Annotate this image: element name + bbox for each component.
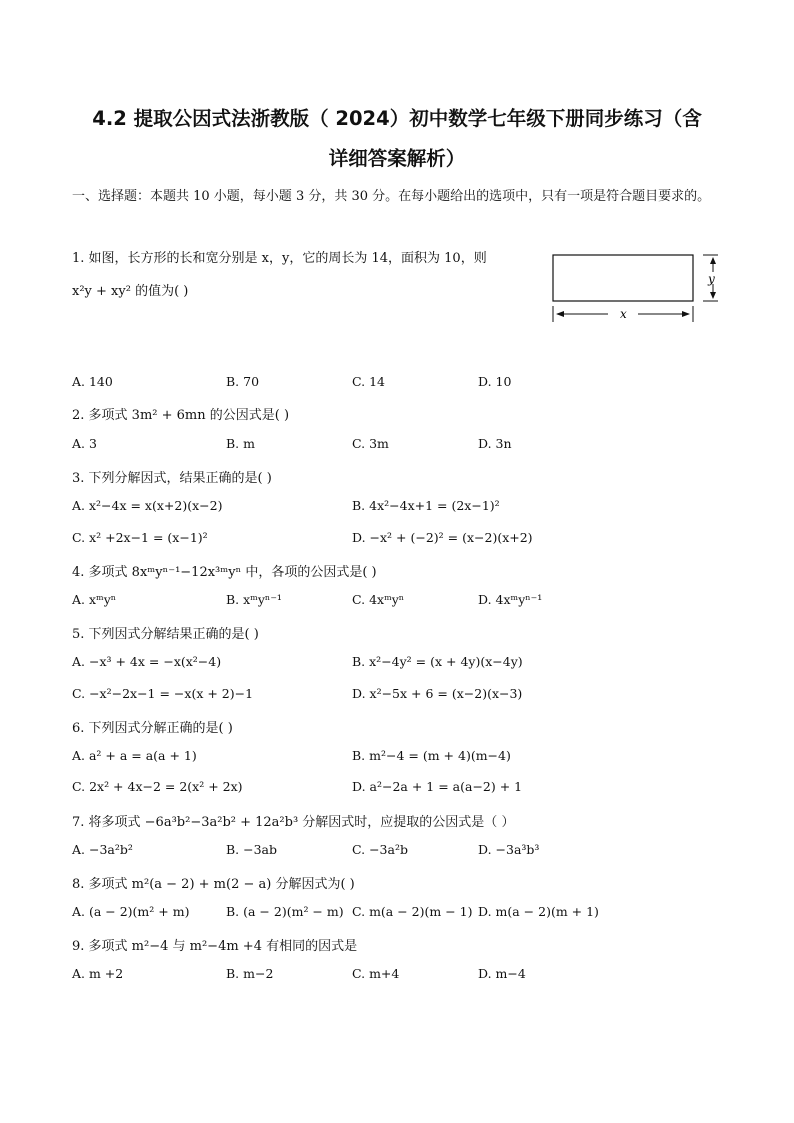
q6-option-d: D. a²−2a + 1 = a(a−2) + 1 xyxy=(352,779,523,794)
q6-stem: 6. 下列因式分解正确的是( ) xyxy=(72,721,233,736)
q4-option-c: C. 4xᵐyⁿ xyxy=(352,592,405,607)
q6-option-b: B. m²−4 = (m + 4)(m−4) xyxy=(352,748,511,763)
q4-option-a: A. xᵐyⁿ xyxy=(72,592,117,607)
q8-option-c: C. m(a − 2)(m − 1) xyxy=(352,904,473,919)
document-title-line-2: 详细答案解析） xyxy=(328,147,466,170)
q5-option-b: B. x²−4y² = (x + 4y)(x−4y) xyxy=(352,654,523,669)
q1-option-a: A. 140 xyxy=(72,374,113,389)
q9-option-a: A. m +2 xyxy=(72,966,124,981)
q2-option-a: A. 3 xyxy=(72,436,97,451)
q2-option-d: D. 3n xyxy=(478,436,512,451)
q1-option-c: C. 14 xyxy=(352,374,385,389)
q3-option-c: C. x² +2x−1 = (x−1)² xyxy=(72,530,208,545)
q3-stem: 3. 下列分解因式，结果正确的是( ) xyxy=(72,471,272,486)
q9-stem: 9. 多项式 m²−4 与 m²−4m +4 有相同的因式是 xyxy=(72,939,358,954)
q1-stem-line2: x²y + xy² 的值为( ) xyxy=(72,284,189,299)
q8-stem: 8. 多项式 m²(a − 2) + m(2 − a) 分解因式为( ) xyxy=(72,877,355,892)
q7-option-a: A. −3a²b² xyxy=(72,842,133,857)
q8-option-d: D. m(a − 2)(m + 1) xyxy=(478,904,599,919)
q6-option-c: C. 2x² + 4x−2 = 2(x² + 2x) xyxy=(72,779,243,794)
figure-label-y: y xyxy=(708,272,715,286)
rectangle-figure xyxy=(548,250,728,330)
q7-stem: 7. 将多项式 −6a³b²−3a²b² + 12a²b³ 分解因式时，应提取的公因式是（ ） xyxy=(72,815,515,830)
q8-option-b: B. (a − 2)(m² − m) xyxy=(226,904,344,919)
q3-option-a: A. x²−4x = x(x+2)(x−2) xyxy=(72,498,223,513)
q4-stem: 4. 多项式 8xᵐyⁿ⁻¹−12x³ᵐyⁿ 中，各项的公因式是( ) xyxy=(72,565,377,580)
q5-option-d: D. x²−5x + 6 = (x−2)(x−3) xyxy=(352,686,523,701)
q7-option-c: C. −3a²b xyxy=(352,842,408,857)
q6-option-a: A. a² + a = a(a + 1) xyxy=(72,748,197,763)
q7-option-d: D. −3a³b³ xyxy=(478,842,540,857)
q1-stem-line1: 1. 如图，长方形的长和宽分别是 x，y，它的周长为 14，面积为 10，则 xyxy=(72,251,487,266)
document-title-line-1: 4.2 提取公因式法浙教版（ 2024）初中数学七年级下册同步练习（含 xyxy=(92,107,702,130)
q2-stem: 2. 多项式 3m² + 6mn 的公因式是( ) xyxy=(72,408,290,423)
q9-option-d: D. m−4 xyxy=(478,966,526,981)
section-intro: 一、选择题：本题共 10 小题，每小题 3 分，共 30 分。在每小题给出的选项中，只有一项是符合题目要求的。 xyxy=(72,189,711,204)
q9-option-b: B. m−2 xyxy=(226,966,274,981)
q9-option-c: C. m+4 xyxy=(352,966,400,981)
q1-option-d: D. 10 xyxy=(478,374,512,389)
q7-option-b: B. −3ab xyxy=(226,842,278,857)
q4-option-b: B. xᵐyⁿ⁻¹ xyxy=(226,592,282,607)
q5-option-c: C. −x²−2x−1 = −x(x + 2)−1 xyxy=(72,686,254,701)
q8-option-a: A. (a − 2)(m² + m) xyxy=(72,904,190,919)
q5-option-a: A. −x³ + 4x = −x(x²−4) xyxy=(72,654,222,669)
q2-option-c: C. 3m xyxy=(352,436,389,451)
q4-option-d: D. 4xᵐyⁿ⁻¹ xyxy=(478,592,543,607)
q3-option-b: B. 4x²−4x+1 = (2x−1)² xyxy=(352,498,500,513)
q2-option-b: B. m xyxy=(226,436,255,451)
q3-option-d: D. −x² + (−2)² = (x−2)(x+2) xyxy=(352,530,533,545)
q5-stem: 5. 下列因式分解结果正确的是( ) xyxy=(72,627,259,642)
figure-label-x: x xyxy=(620,307,627,321)
q1-option-b: B. 70 xyxy=(226,374,260,389)
